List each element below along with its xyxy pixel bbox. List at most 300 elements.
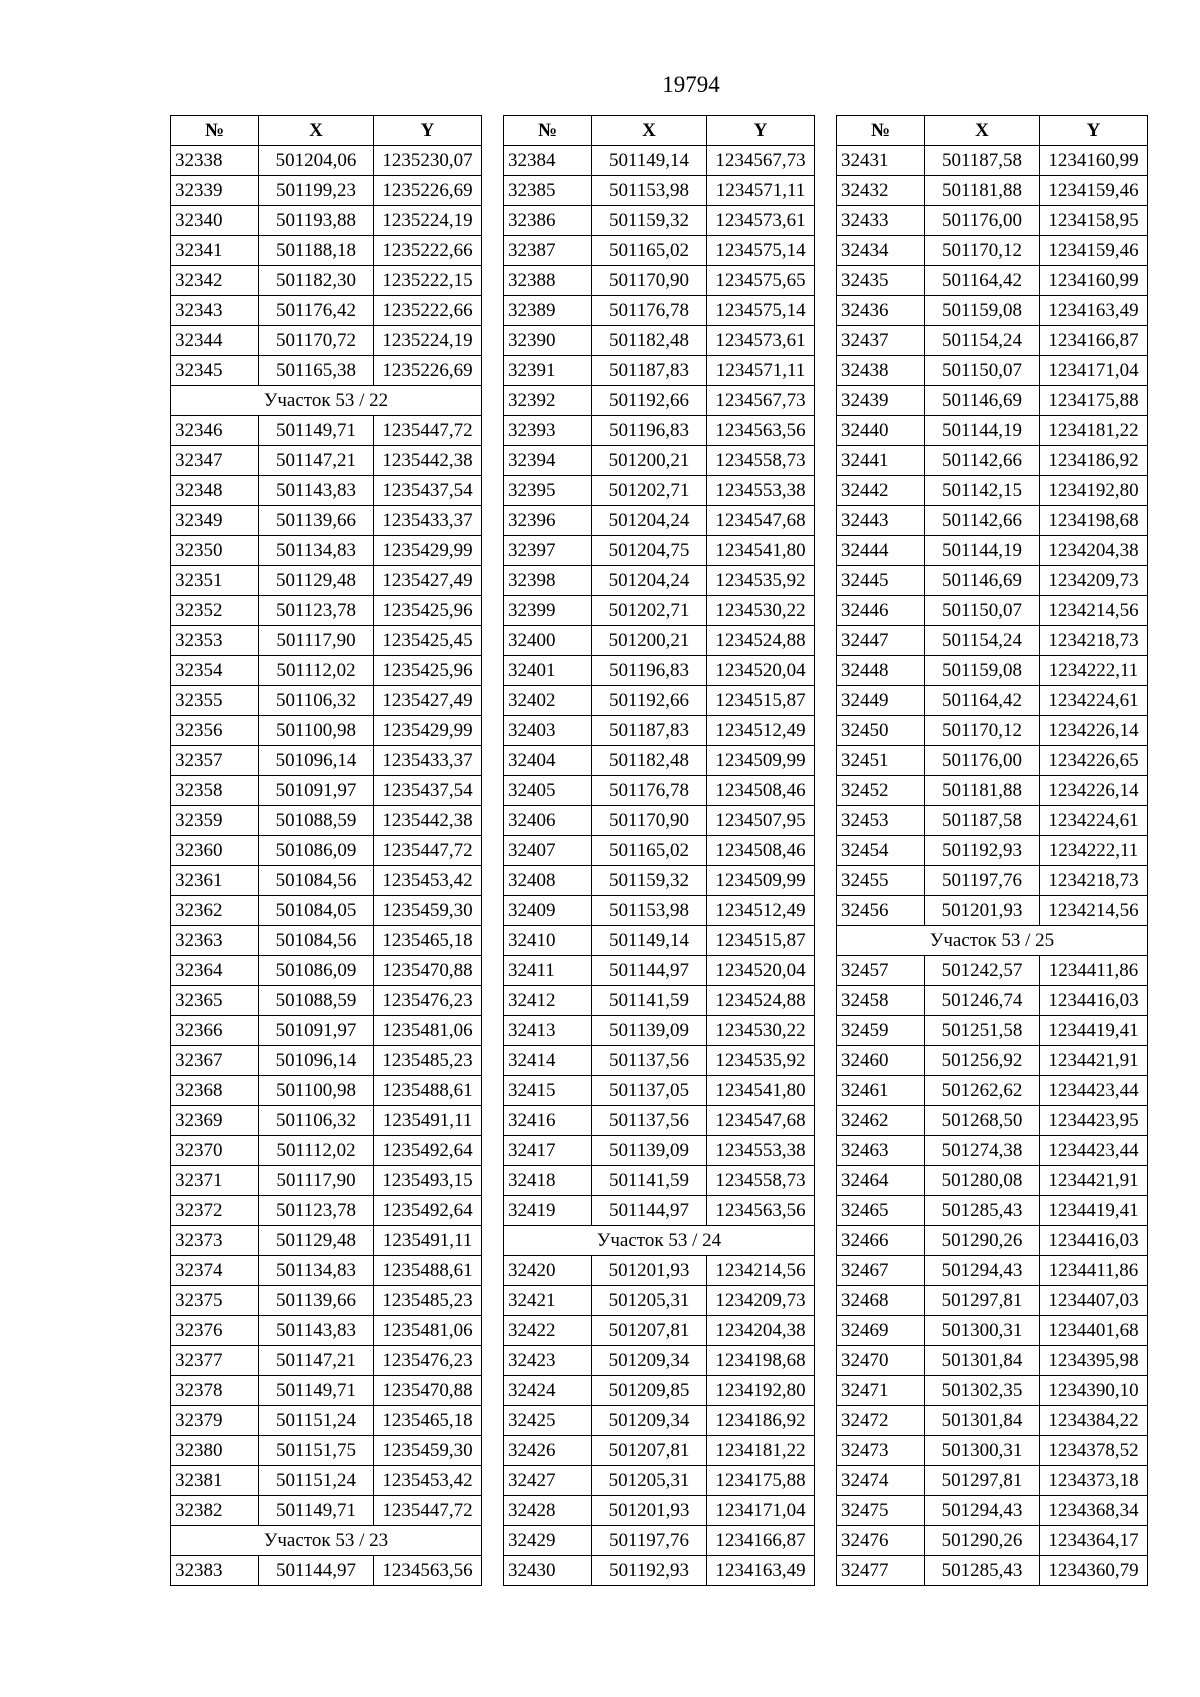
table-row (504, 266, 815, 296)
table-row (171, 206, 482, 236)
table-row (171, 1076, 482, 1106)
table-row (837, 506, 1148, 536)
point-number: 32471 (837, 1376, 925, 1406)
x-coordinate: 501141,59 (592, 986, 707, 1016)
table-row (504, 146, 815, 176)
point-number: 32464 (837, 1166, 925, 1196)
x-coordinate: 501301,84 (925, 1406, 1040, 1436)
point-number: 32458 (837, 986, 925, 1016)
point-number: 32376 (171, 1316, 259, 1346)
y-coordinate: 1234214,56 (707, 1256, 815, 1286)
point-number: 32413 (504, 1016, 592, 1046)
point-number: 32417 (504, 1136, 592, 1166)
table-row (171, 866, 482, 896)
table-row (504, 1106, 815, 1136)
point-number: 32414 (504, 1046, 592, 1076)
point-number: 32381 (171, 1466, 259, 1496)
x-coordinate: 501285,43 (925, 1196, 1040, 1226)
point-number: 32365 (171, 986, 259, 1016)
y-coordinate: 1235481,06 (374, 1016, 482, 1046)
point-number: 32443 (837, 506, 925, 536)
table-row (837, 1106, 1148, 1136)
point-number: 32358 (171, 776, 259, 806)
y-coordinate: 1234423,44 (1040, 1076, 1148, 1106)
table-row (171, 896, 482, 926)
x-coordinate: 501262,62 (925, 1076, 1040, 1106)
table-row (171, 986, 482, 1016)
table-row (504, 1496, 815, 1526)
table-row (504, 356, 815, 386)
table-row (504, 656, 815, 686)
y-coordinate: 1235429,99 (374, 536, 482, 566)
y-coordinate: 1234573,61 (707, 206, 815, 236)
point-number: 32447 (837, 626, 925, 656)
point-number: 32357 (171, 746, 259, 776)
table-row (504, 236, 815, 266)
table-row (837, 1406, 1148, 1436)
x-coordinate: 501139,09 (592, 1136, 707, 1166)
header-y: Y (374, 116, 482, 146)
y-coordinate: 1234158,95 (1040, 206, 1148, 236)
y-coordinate: 1235470,88 (374, 956, 482, 986)
table-row (504, 206, 815, 236)
table-row (171, 1316, 482, 1346)
coordinates-table-2 (503, 115, 815, 1586)
x-coordinate: 501159,08 (925, 296, 1040, 326)
y-coordinate: 1235222,66 (374, 236, 482, 266)
x-coordinate: 501290,26 (925, 1226, 1040, 1256)
y-coordinate: 1234166,87 (1040, 326, 1148, 356)
y-coordinate: 1235481,06 (374, 1316, 482, 1346)
point-number: 32403 (504, 716, 592, 746)
x-coordinate: 501256,92 (925, 1046, 1040, 1076)
x-coordinate: 501144,97 (592, 1196, 707, 1226)
point-number: 32465 (837, 1196, 925, 1226)
y-coordinate: 1234192,80 (707, 1376, 815, 1406)
point-number: 32448 (837, 656, 925, 686)
table-row (504, 1436, 815, 1466)
point-number: 32380 (171, 1436, 259, 1466)
point-number: 32392 (504, 386, 592, 416)
x-coordinate: 501088,59 (259, 986, 374, 1016)
x-coordinate: 501192,93 (592, 1556, 707, 1586)
x-coordinate: 501091,97 (259, 776, 374, 806)
point-number: 32399 (504, 596, 592, 626)
y-coordinate: 1234204,38 (707, 1316, 815, 1346)
table-row (504, 956, 815, 986)
table-row (171, 1496, 482, 1526)
x-coordinate: 501187,83 (592, 356, 707, 386)
point-number: 32423 (504, 1346, 592, 1376)
y-coordinate: 1235447,72 (374, 836, 482, 866)
x-coordinate: 501242,57 (925, 956, 1040, 986)
x-coordinate: 501300,31 (925, 1316, 1040, 1346)
x-coordinate: 501196,83 (592, 416, 707, 446)
point-number: 32411 (504, 956, 592, 986)
point-number: 32407 (504, 836, 592, 866)
y-coordinate: 1234512,49 (707, 896, 815, 926)
y-coordinate: 1235459,30 (374, 896, 482, 926)
table-row (504, 1076, 815, 1106)
y-coordinate: 1234421,91 (1040, 1046, 1148, 1076)
x-coordinate: 501165,02 (592, 236, 707, 266)
point-number: 32360 (171, 836, 259, 866)
y-coordinate: 1234222,11 (1040, 836, 1148, 866)
y-coordinate: 1235222,66 (374, 296, 482, 326)
y-coordinate: 1234541,80 (707, 1076, 815, 1106)
x-coordinate: 501154,24 (925, 326, 1040, 356)
table-row (171, 296, 482, 326)
y-coordinate: 1235485,23 (374, 1286, 482, 1316)
y-coordinate: 1235425,45 (374, 626, 482, 656)
table-row (504, 626, 815, 656)
x-coordinate: 501297,81 (925, 1286, 1040, 1316)
table-row (837, 776, 1148, 806)
point-number: 32427 (504, 1466, 592, 1496)
table-row (837, 1196, 1148, 1226)
x-coordinate: 501176,78 (592, 776, 707, 806)
x-coordinate: 501187,83 (592, 716, 707, 746)
table-row (171, 716, 482, 746)
table-row (837, 176, 1148, 206)
x-coordinate: 501251,58 (925, 1016, 1040, 1046)
y-coordinate: 1234563,56 (707, 416, 815, 446)
table-row (504, 776, 815, 806)
table-row (504, 176, 815, 206)
point-number: 32475 (837, 1496, 925, 1526)
table-row (171, 926, 482, 956)
table-row (837, 566, 1148, 596)
x-coordinate: 501187,58 (925, 146, 1040, 176)
point-number: 32433 (837, 206, 925, 236)
x-coordinate: 501144,97 (259, 1556, 374, 1586)
y-coordinate: 1235224,19 (374, 326, 482, 356)
section-row (837, 926, 1148, 956)
table-row (504, 1286, 815, 1316)
y-coordinate: 1234508,46 (707, 836, 815, 866)
x-coordinate: 501139,09 (592, 1016, 707, 1046)
y-coordinate: 1235427,49 (374, 686, 482, 716)
point-number: 32450 (837, 716, 925, 746)
table-row (837, 596, 1148, 626)
table-row (837, 446, 1148, 476)
table-row (504, 476, 815, 506)
x-coordinate: 501150,07 (925, 356, 1040, 386)
y-coordinate: 1234364,17 (1040, 1526, 1148, 1556)
table-row (504, 836, 815, 866)
x-coordinate: 501084,56 (259, 926, 374, 956)
point-number: 32420 (504, 1256, 592, 1286)
x-coordinate: 501164,42 (925, 266, 1040, 296)
point-number: 32394 (504, 446, 592, 476)
x-coordinate: 501084,56 (259, 866, 374, 896)
table-row (837, 1226, 1148, 1256)
x-coordinate: 501164,42 (925, 686, 1040, 716)
x-coordinate: 501134,83 (259, 1256, 374, 1286)
y-coordinate: 1234192,80 (1040, 476, 1148, 506)
y-coordinate: 1235488,61 (374, 1076, 482, 1106)
table-row (171, 626, 482, 656)
point-number: 32476 (837, 1526, 925, 1556)
point-number: 32446 (837, 596, 925, 626)
y-coordinate: 1234368,34 (1040, 1496, 1148, 1526)
y-coordinate: 1235476,23 (374, 986, 482, 1016)
table-row (837, 236, 1148, 266)
x-coordinate: 501151,24 (259, 1466, 374, 1496)
y-coordinate: 1234419,41 (1040, 1196, 1148, 1226)
y-coordinate: 1234575,14 (707, 236, 815, 266)
x-coordinate: 501196,83 (592, 656, 707, 686)
header-num: № (171, 116, 259, 146)
point-number: 32405 (504, 776, 592, 806)
table-row (171, 1046, 482, 1076)
table-row (837, 146, 1148, 176)
x-coordinate: 501147,21 (259, 446, 374, 476)
point-number: 32340 (171, 206, 259, 236)
x-coordinate: 501192,66 (592, 686, 707, 716)
point-number: 32449 (837, 686, 925, 716)
table-row (504, 1256, 815, 1286)
point-number: 32459 (837, 1016, 925, 1046)
section-title: Участок 53 / 25 (837, 926, 1148, 956)
table-row (504, 986, 815, 1016)
x-coordinate: 501176,00 (925, 206, 1040, 236)
y-coordinate: 1234567,73 (707, 386, 815, 416)
point-number: 32355 (171, 686, 259, 716)
point-number: 32429 (504, 1526, 592, 1556)
x-coordinate: 501207,81 (592, 1436, 707, 1466)
y-coordinate: 1235437,54 (374, 776, 482, 806)
y-coordinate: 1234166,87 (707, 1526, 815, 1556)
point-number: 32350 (171, 536, 259, 566)
x-coordinate: 501096,14 (259, 1046, 374, 1076)
table-row (171, 956, 482, 986)
point-number: 32356 (171, 716, 259, 746)
point-number: 32456 (837, 896, 925, 926)
y-coordinate: 1234567,73 (707, 146, 815, 176)
x-coordinate: 501147,21 (259, 1346, 374, 1376)
point-number: 32412 (504, 986, 592, 1016)
page-number: 19794 (662, 72, 720, 97)
section-row (171, 1526, 482, 1556)
header-x: X (925, 116, 1040, 146)
x-coordinate: 501201,93 (592, 1256, 707, 1286)
y-coordinate: 1235425,96 (374, 656, 482, 686)
table-row (171, 416, 482, 446)
table-row (504, 926, 815, 956)
y-coordinate: 1235465,18 (374, 1406, 482, 1436)
table-row (504, 1046, 815, 1076)
x-coordinate: 501301,84 (925, 1346, 1040, 1376)
table-row (171, 1106, 482, 1136)
point-number: 32383 (171, 1556, 259, 1586)
table-row (171, 1196, 482, 1226)
table-row (171, 146, 482, 176)
section-row (171, 386, 482, 416)
y-coordinate: 1234571,11 (707, 176, 815, 206)
x-coordinate: 501170,72 (259, 326, 374, 356)
y-coordinate: 1234163,49 (707, 1556, 815, 1586)
x-coordinate: 501137,56 (592, 1106, 707, 1136)
point-number: 32415 (504, 1076, 592, 1106)
x-coordinate: 501159,32 (592, 866, 707, 896)
y-coordinate: 1234563,56 (374, 1556, 482, 1586)
point-number: 32341 (171, 236, 259, 266)
point-number: 32460 (837, 1046, 925, 1076)
table-row (504, 1196, 815, 1226)
table-row (171, 326, 482, 356)
y-coordinate: 1234226,14 (1040, 716, 1148, 746)
table-row (171, 566, 482, 596)
point-number: 32368 (171, 1076, 259, 1106)
y-coordinate: 1234535,92 (707, 1046, 815, 1076)
x-coordinate: 501149,14 (592, 146, 707, 176)
x-coordinate: 501176,78 (592, 296, 707, 326)
y-coordinate: 1234395,98 (1040, 1346, 1148, 1376)
point-number: 32346 (171, 416, 259, 446)
table-row (504, 896, 815, 926)
y-coordinate: 1234186,92 (707, 1406, 815, 1436)
table-row (837, 356, 1148, 386)
point-number: 32367 (171, 1046, 259, 1076)
point-number: 32397 (504, 536, 592, 566)
table-row (837, 1526, 1148, 1556)
point-number: 32359 (171, 806, 259, 836)
point-number: 32378 (171, 1376, 259, 1406)
table-row (837, 206, 1148, 236)
y-coordinate: 1234411,86 (1040, 1256, 1148, 1286)
point-number: 32384 (504, 146, 592, 176)
point-number: 32404 (504, 746, 592, 776)
x-coordinate: 501274,38 (925, 1136, 1040, 1166)
point-number: 32386 (504, 206, 592, 236)
y-coordinate: 1234558,73 (707, 1166, 815, 1196)
point-number: 32347 (171, 446, 259, 476)
point-number: 32379 (171, 1406, 259, 1436)
y-coordinate: 1234416,03 (1040, 1226, 1148, 1256)
x-coordinate: 501153,98 (592, 896, 707, 926)
x-coordinate: 501137,05 (592, 1076, 707, 1106)
x-coordinate: 501143,83 (259, 1316, 374, 1346)
y-coordinate: 1234214,56 (1040, 896, 1148, 926)
table-row (171, 1346, 482, 1376)
table-row (504, 1136, 815, 1166)
x-coordinate: 501091,97 (259, 1016, 374, 1046)
point-number: 32452 (837, 776, 925, 806)
point-number: 32470 (837, 1346, 925, 1376)
table-row (837, 956, 1148, 986)
table-row (837, 536, 1148, 566)
x-coordinate: 501143,83 (259, 476, 374, 506)
point-number: 32428 (504, 1496, 592, 1526)
point-number: 32408 (504, 866, 592, 896)
point-number: 32441 (837, 446, 925, 476)
table-row (837, 1466, 1148, 1496)
y-coordinate: 1234175,88 (707, 1466, 815, 1496)
point-number: 32369 (171, 1106, 259, 1136)
point-number: 32375 (171, 1286, 259, 1316)
table-row (837, 626, 1148, 656)
y-coordinate: 1234507,95 (707, 806, 815, 836)
coordinates-table-1 (170, 115, 482, 1586)
point-number: 32425 (504, 1406, 592, 1436)
header-row (171, 116, 482, 146)
point-number: 32385 (504, 176, 592, 206)
table-row (504, 716, 815, 746)
table-row (504, 386, 815, 416)
x-coordinate: 501199,23 (259, 176, 374, 206)
y-coordinate: 1234515,87 (707, 926, 815, 956)
y-coordinate: 1235485,23 (374, 1046, 482, 1076)
point-number: 32391 (504, 356, 592, 386)
point-number: 32436 (837, 296, 925, 326)
x-coordinate: 501159,08 (925, 656, 1040, 686)
table-row (171, 1136, 482, 1166)
x-coordinate: 501137,56 (592, 1046, 707, 1076)
y-coordinate: 1234421,91 (1040, 1166, 1148, 1196)
y-coordinate: 1235465,18 (374, 926, 482, 956)
point-number: 32348 (171, 476, 259, 506)
x-coordinate: 501112,02 (259, 656, 374, 686)
point-number: 32364 (171, 956, 259, 986)
x-coordinate: 501201,93 (592, 1496, 707, 1526)
y-coordinate: 1234508,46 (707, 776, 815, 806)
y-coordinate: 1234222,11 (1040, 656, 1148, 686)
y-coordinate: 1234175,88 (1040, 386, 1148, 416)
y-coordinate: 1235427,49 (374, 566, 482, 596)
x-coordinate: 501146,69 (925, 566, 1040, 596)
point-number: 32453 (837, 806, 925, 836)
y-coordinate: 1234530,22 (707, 596, 815, 626)
table-row (171, 1166, 482, 1196)
table-row (504, 446, 815, 476)
x-coordinate: 501165,02 (592, 836, 707, 866)
point-number: 32351 (171, 566, 259, 596)
y-coordinate: 1234226,65 (1040, 746, 1148, 776)
table-row (837, 416, 1148, 446)
point-number: 32388 (504, 266, 592, 296)
y-coordinate: 1235442,38 (374, 446, 482, 476)
point-number: 32382 (171, 1496, 259, 1526)
x-coordinate: 501151,75 (259, 1436, 374, 1466)
y-coordinate: 1235491,11 (374, 1106, 482, 1136)
point-number: 32370 (171, 1136, 259, 1166)
x-coordinate: 501202,71 (592, 476, 707, 506)
table-row (171, 476, 482, 506)
x-coordinate: 501268,50 (925, 1106, 1040, 1136)
table-row (171, 266, 482, 296)
y-coordinate: 1234163,49 (1040, 296, 1148, 326)
y-coordinate: 1234204,38 (1040, 536, 1148, 566)
x-coordinate: 501297,81 (925, 1466, 1040, 1496)
table-row (171, 1556, 482, 1586)
y-coordinate: 1234198,68 (1040, 506, 1148, 536)
point-number: 32372 (171, 1196, 259, 1226)
point-number: 32373 (171, 1226, 259, 1256)
y-coordinate: 1235492,64 (374, 1196, 482, 1226)
x-coordinate: 501149,14 (592, 926, 707, 956)
x-coordinate: 501294,43 (925, 1496, 1040, 1526)
table-row (837, 836, 1148, 866)
x-coordinate: 501151,24 (259, 1406, 374, 1436)
point-number: 32474 (837, 1466, 925, 1496)
table-row (171, 1016, 482, 1046)
table-row (504, 566, 815, 596)
x-coordinate: 501205,31 (592, 1466, 707, 1496)
x-coordinate: 501106,32 (259, 686, 374, 716)
y-coordinate: 1234160,99 (1040, 266, 1148, 296)
x-coordinate: 501197,76 (925, 866, 1040, 896)
